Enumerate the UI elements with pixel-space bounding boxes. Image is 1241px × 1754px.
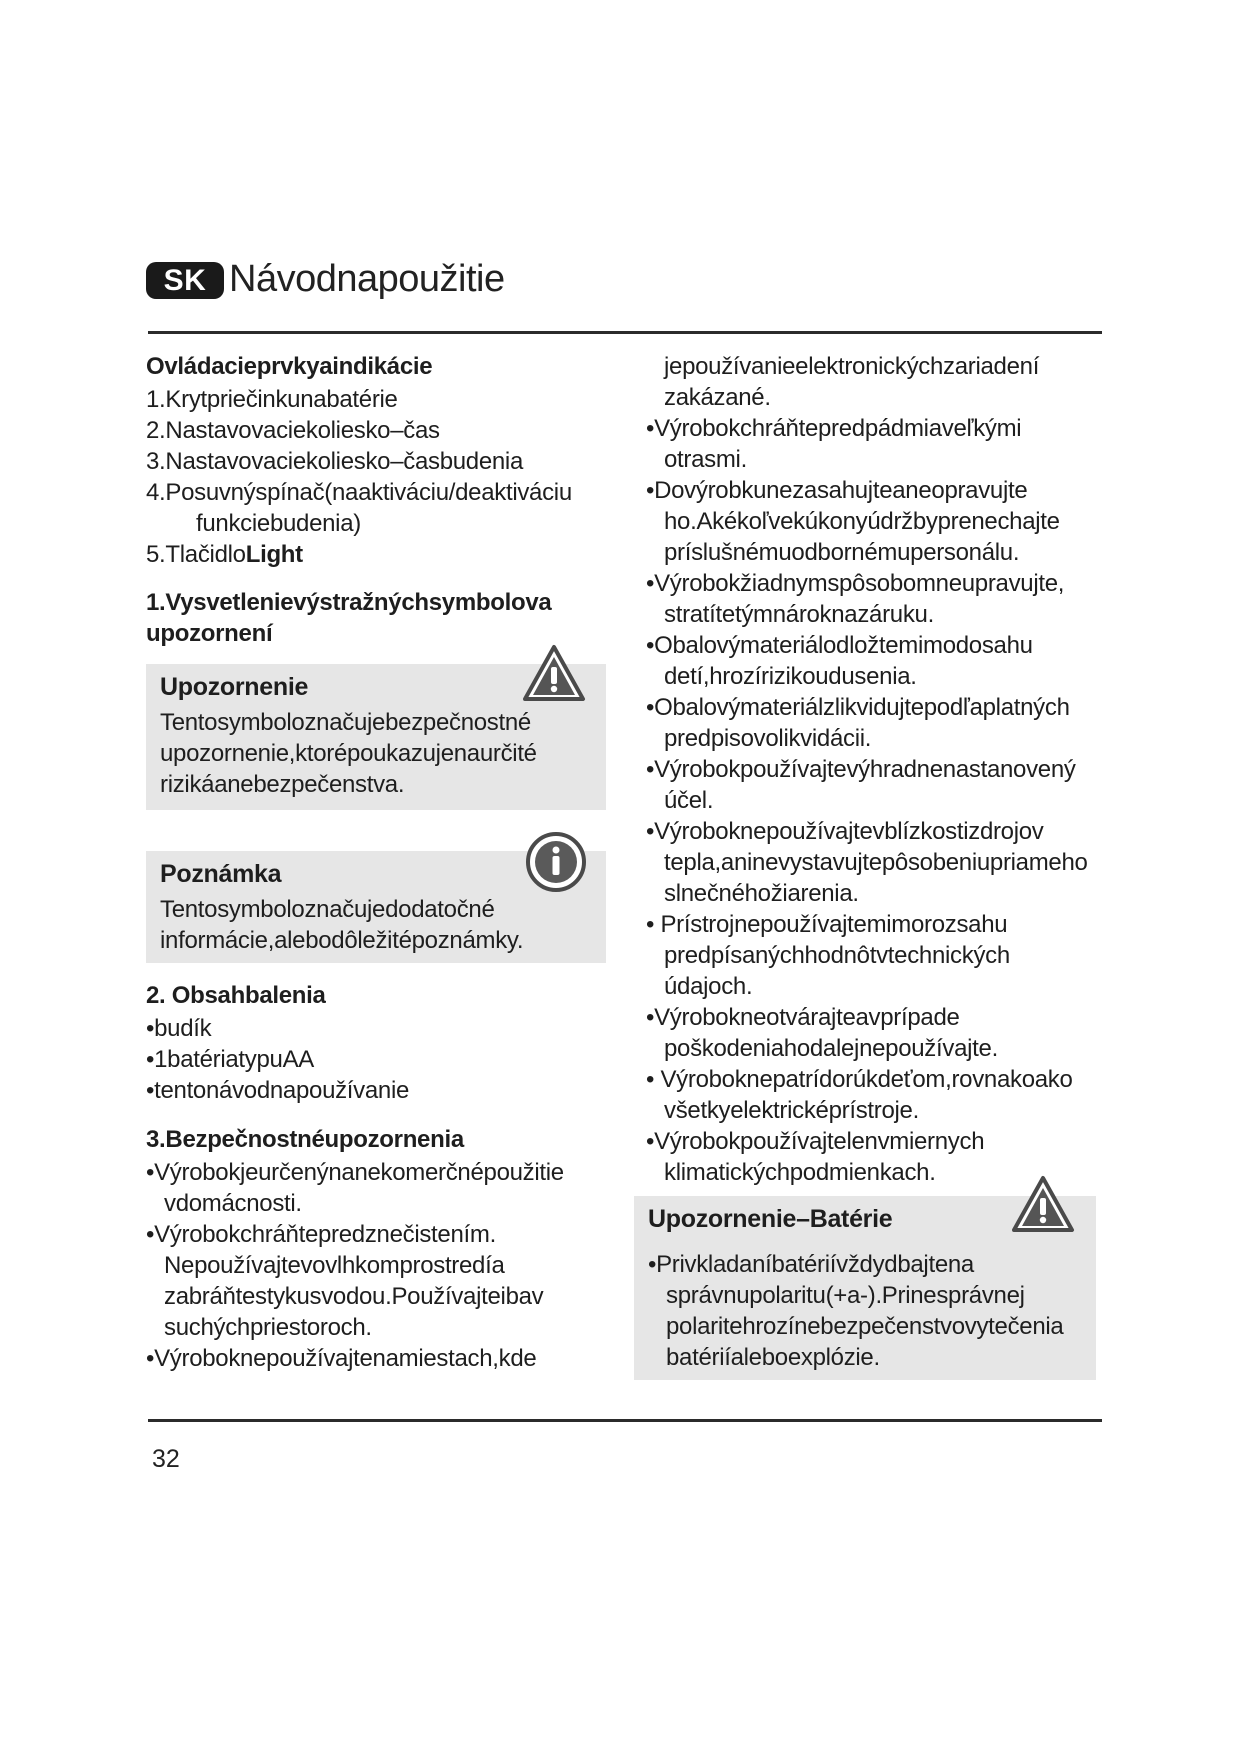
section3: [146, 1124, 564, 1374]
safety-line: • Prístrojnepoužívajtemimorozsahu: [646, 911, 1008, 938]
warning-box-line: Tentosymboloznačujebezpečnostné: [160, 709, 531, 736]
controls-heading: Ovládacieprvkyaindikácie: [146, 353, 433, 380]
controls-item-4: 4.Posuvnýspínač(naaktiváciu/deaktiváciu: [146, 479, 572, 506]
safety-line: •Výrobokpoužívajtelenvmiernych: [646, 1128, 985, 1155]
language-badge: SK: [146, 262, 224, 299]
safety-line: príslušnémuodbornémupersonálu.: [664, 539, 1020, 566]
battery-box-line: •Privkladaníbatériívždydbajtena: [648, 1251, 974, 1278]
safety-line: •Výrobokjeurčenýnanekomerčnépoužitie: [146, 1159, 564, 1186]
document-title: Návodnapoužitie: [229, 258, 505, 300]
safety-line: ho.Akékoľvekúkonyúdržbyprenechajte: [664, 508, 1060, 535]
note-box-line: Tentosymboloznačujedodatočné: [160, 896, 495, 923]
warning-triangle-icon: [1010, 1174, 1076, 1236]
info-icon: [525, 831, 587, 893]
battery-box-title: Upozornenie–Batérie: [648, 1205, 893, 1233]
page-number: 32: [152, 1445, 180, 1473]
safety-line: predpisovolikvidácii.: [664, 725, 872, 752]
safety-line: vdomácnosti.: [164, 1190, 302, 1217]
package-item: •budík: [146, 1015, 212, 1042]
safety-line: zakázané.: [664, 384, 771, 411]
controls-item-5-bold: Light: [245, 541, 303, 568]
package-item: •tentonávodnapoužívanie: [146, 1077, 410, 1104]
safety-line: zabráňtestykusvodou.Používajteibav: [164, 1283, 544, 1310]
battery-box-line: batériíaleboexplózie.: [666, 1344, 880, 1371]
safety-line: • Výroboknepatrídorúkdeťom,rovnakoako: [646, 1066, 1073, 1093]
section1-heading-line2: upozornení: [146, 620, 273, 647]
battery-box-line: polaritehrozínebezpečenstvovytečenia: [666, 1313, 1064, 1340]
safety-line: •Výroboknepoužívajtevblízkostizdrojov: [646, 818, 1044, 845]
controls-item-4-cont: funkciebudenia): [196, 510, 361, 537]
safety-line: •Obalovýmateriálodložtemimodosahu: [646, 632, 1033, 659]
safety-line: otrasmi.: [664, 446, 747, 473]
controls-item-5-text: 5.Tlačidlo: [146, 541, 246, 568]
safety-line: suchýchpriestoroch.: [164, 1314, 372, 1341]
warning-box-line: upozornenie,ktorépoukazujenaurčité: [160, 740, 537, 767]
safety-line: klimatickýchpodmienkach.: [664, 1159, 936, 1186]
warning-box-title: Upozornenie: [160, 673, 309, 701]
safety-line: predpísanýchhodnôtvtechnických: [664, 942, 1010, 969]
safety-line: •Výrobokneotvárajteavprípade: [646, 1004, 960, 1031]
safety-line: údajoch.: [664, 973, 753, 1000]
section2: [146, 980, 409, 1106]
controls-item-3: 3.Nastavovaciekoliesko–časbudenia: [146, 448, 524, 475]
header-divider: [148, 331, 1102, 334]
safety-line: jepoužívanieelektronickýchzariadení: [664, 353, 1040, 380]
safety-line: všetkyelektricképrístroje.: [664, 1097, 919, 1124]
controls-section: [146, 351, 572, 570]
section3-heading: 3.Bezpečnostnéupozornenia: [146, 1126, 464, 1153]
warning-triangle-icon: [521, 643, 587, 705]
safety-line: •Výroboknepoužívajtenamiestach,kde: [146, 1345, 537, 1372]
safety-line: slnečnéhožiarenia.: [664, 880, 859, 907]
safety-line: poškodeniahodalejnepoužívajte.: [664, 1035, 998, 1062]
note-box-line: informácie,alebodôležitépoznámky.: [160, 927, 524, 954]
safety-line: •Výrobokžiadnymspôsobomneupravujte,: [646, 570, 1065, 597]
controls-item-1: 1.Krytpriečinkunabatérie: [146, 386, 398, 413]
section1-heading-line1: 1.Vysvetlenievýstražnýchsymbolova: [146, 589, 552, 616]
section2-heading: 2. Obsahbalenia: [146, 982, 326, 1009]
safety-line: •Výrobokchráňtepredpádmiaveľkými: [646, 415, 1022, 442]
safety-line: účel.: [664, 787, 714, 814]
safety-line: detí,hrozírizikoudusenia.: [664, 663, 917, 690]
controls-item-5: [146, 539, 572, 570]
note-box-title: Poznámka: [160, 860, 282, 888]
safety-line: tepla,aninevystavujtepôsobeniupriameho: [664, 849, 1088, 876]
safety-line: Nepoužívajtevovlhkomprostredía: [164, 1252, 505, 1279]
warning-box-line: rizikáanebezpečenstva.: [160, 771, 405, 798]
controls-item-2: 2.Nastavovaciekoliesko–čas: [146, 417, 440, 444]
safety-line: •Výrobokchráňtepredznečistením.: [146, 1221, 496, 1248]
safety-line: stratítetýmnároknazáruku.: [664, 601, 934, 628]
safety-line: •Obalovýmateriálzlikvidujtepodľaplatných: [646, 694, 1070, 721]
right-column: [646, 351, 1088, 1188]
footer-divider: [148, 1419, 1102, 1422]
battery-box-line: správnupolaritu(+a-).Prinesprávnej: [666, 1282, 1025, 1309]
package-item: •1batériatypuAA: [146, 1046, 315, 1073]
safety-line: •Dovýrobkunezasahujteaneopravujte: [646, 477, 1028, 504]
section1-heading: [146, 587, 551, 649]
safety-line: •Výrobokpoužívajtevýhradnenastanovený: [646, 756, 1076, 783]
